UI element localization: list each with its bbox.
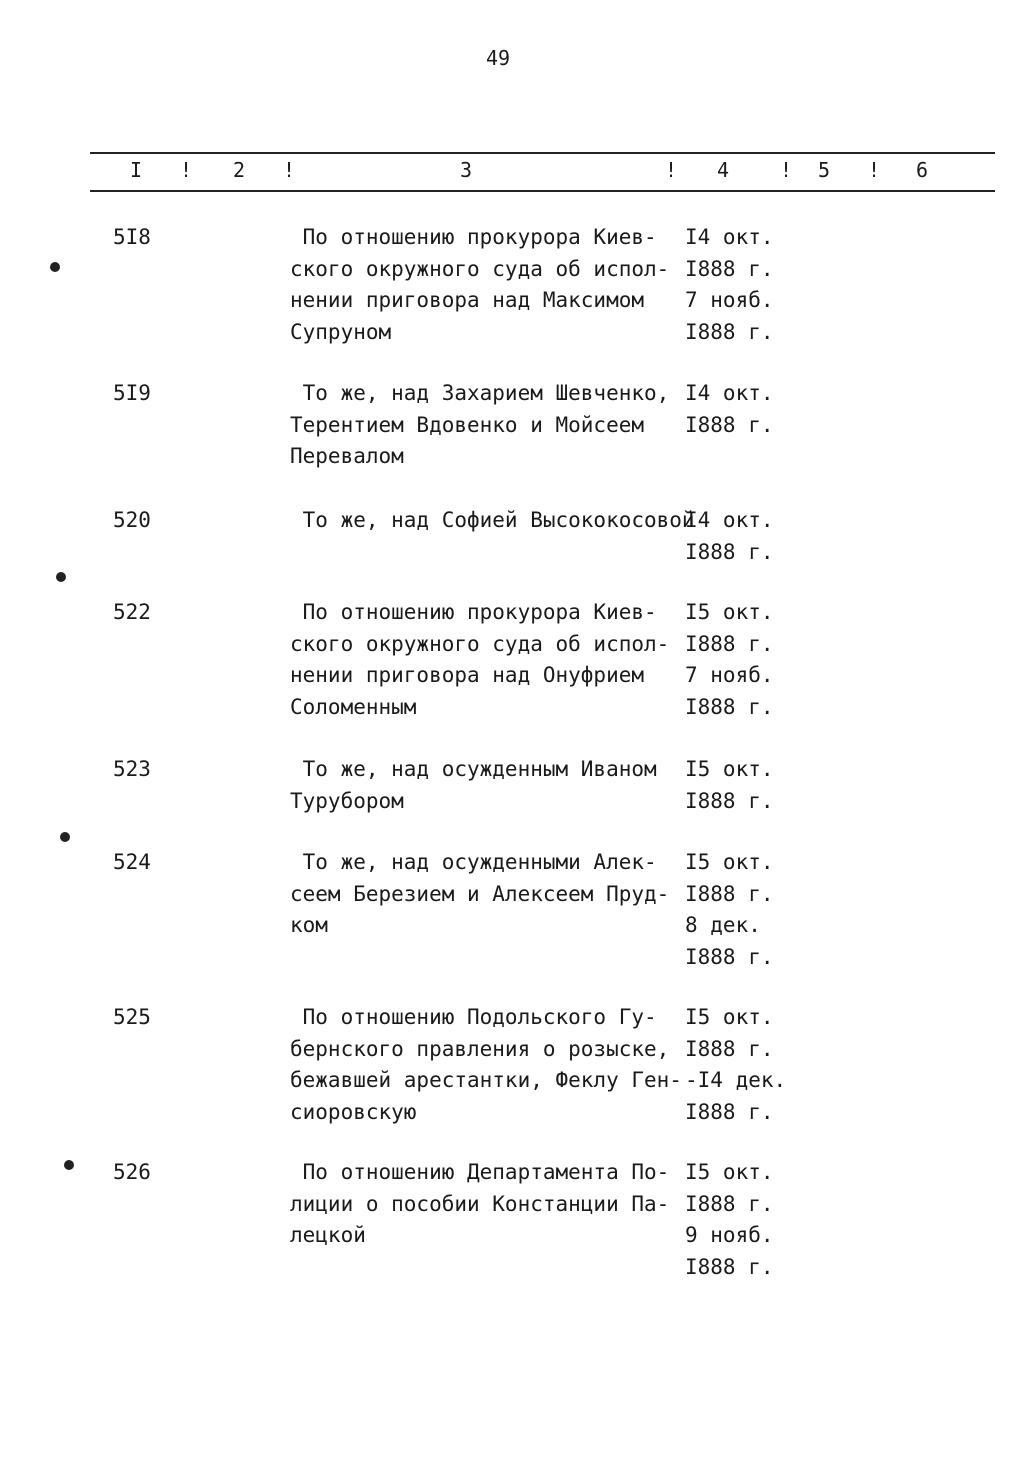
header-col-1: I [130, 158, 143, 182]
date-line: I5 окт. [685, 757, 774, 781]
date-line: I888 г. [685, 539, 774, 564]
date-line: I888 г. [685, 631, 774, 656]
description-line: бернского правления о розыске, [290, 1036, 670, 1061]
header-top-rule [90, 152, 995, 154]
description-line: Соломенным [290, 694, 417, 719]
description-line: Перевалом [290, 444, 404, 468]
date-line: I888 г. [685, 944, 774, 969]
header-col-6: 6 [916, 158, 929, 182]
ink-blot [56, 572, 66, 582]
entry-description [290, 1002, 682, 1128]
entry-number: 5I8 [113, 225, 151, 249]
description-line: По отношению прокурора Киев- [290, 225, 657, 249]
entry-number: 522 [113, 600, 151, 624]
entry-number: 526 [113, 1160, 151, 1184]
date-line: I5 окт. [685, 850, 774, 874]
date-line: I4 окт. [685, 225, 774, 249]
date-line: I888 г. [685, 412, 774, 437]
description-line: Турубором [290, 788, 404, 813]
entry-description [290, 505, 695, 537]
header-col-2: 2 [233, 158, 246, 182]
date-line: 7 нояб. [685, 663, 774, 687]
entry-dates [685, 754, 774, 817]
header-bottom-rule [90, 190, 995, 192]
header-col-4: 4 [717, 158, 730, 182]
description-line: сеем Березием и Алексеем Пруд- [290, 881, 670, 906]
header-col-3: 3 [460, 158, 473, 182]
entry-description [290, 597, 669, 723]
date-line: I888 г. [685, 788, 774, 813]
description-line: сиоровскую [290, 1099, 417, 1124]
date-line: I5 окт. [685, 1160, 774, 1184]
header-sep: ! [868, 158, 881, 182]
date-line: 8 дек. [685, 913, 761, 937]
header-col-5: 5 [818, 158, 831, 182]
description-line: ского окружного суда об испол- [290, 631, 670, 656]
header-sep: ! [665, 158, 678, 182]
entry-description [290, 378, 669, 473]
date-line: 9 нояб. [685, 1223, 774, 1247]
description-line: То же, над Софией Высококосовой [290, 508, 695, 532]
ink-blot [50, 262, 60, 272]
entry-dates [685, 597, 774, 723]
description-line: лецкой [290, 1223, 366, 1247]
description-line: То же, над осужденным Иваном [290, 757, 657, 781]
date-line: 7 нояб. [685, 288, 774, 312]
date-line: -I4 дек. [685, 1068, 787, 1092]
entry-description [290, 222, 669, 348]
description-line: бежавшей арестантки, Феклу Ген- [290, 1068, 682, 1092]
entry-dates [685, 1002, 786, 1128]
date-line: I5 окт. [685, 1005, 774, 1029]
description-line: ком [290, 913, 328, 937]
description-line: лиции о пособии Констанции Па- [290, 1191, 670, 1216]
description-line: Терентием Вдовенко и Мойсеем [290, 412, 645, 437]
date-line: I888 г. [685, 1254, 774, 1279]
entry-number: 5I9 [113, 381, 151, 405]
entry-number: 524 [113, 850, 151, 874]
header-sep: ! [180, 158, 193, 182]
date-line: I888 г. [685, 1191, 774, 1216]
header-sep: ! [780, 158, 793, 182]
date-line: I888 г. [685, 881, 774, 906]
description-line: То же, над Захарием Шевченко, [290, 381, 670, 405]
description-line: По отношению Департамента По- [290, 1160, 670, 1184]
description-line: нении приговора над Максимом [290, 288, 645, 312]
description-line: По отношению Подольского Гу- [290, 1005, 657, 1029]
entry-description [290, 1157, 669, 1252]
description-line: ского окружного суда об испол- [290, 256, 670, 281]
entry-dates [685, 378, 774, 441]
entry-number: 525 [113, 1005, 151, 1029]
date-line: I888 г. [685, 694, 774, 719]
date-line: I888 г. [685, 1036, 774, 1061]
date-line: I4 окт. [685, 508, 774, 532]
date-line: I888 г. [685, 1099, 774, 1124]
entry-dates [685, 222, 774, 348]
ink-blot [60, 832, 70, 842]
entry-number: 520 [113, 508, 151, 532]
header-sep: ! [283, 158, 296, 182]
entry-number: 523 [113, 757, 151, 781]
ink-blot [64, 1160, 74, 1170]
description-line: нении приговора над Онуфрием [290, 663, 645, 687]
entry-description [290, 847, 669, 942]
date-line: I4 окт. [685, 381, 774, 405]
description-line: По отношению прокурора Киев- [290, 600, 657, 624]
date-line: I5 окт. [685, 600, 774, 624]
date-line: I888 г. [685, 319, 774, 344]
description-line: Супруном [290, 319, 392, 344]
description-line: То же, над осужденными Алек- [290, 850, 657, 874]
entry-dates [685, 505, 774, 568]
entry-dates [685, 1157, 774, 1283]
date-line: I888 г. [685, 256, 774, 281]
page-number: 49 [486, 46, 511, 70]
entry-description [290, 754, 657, 817]
entry-dates [685, 847, 774, 973]
